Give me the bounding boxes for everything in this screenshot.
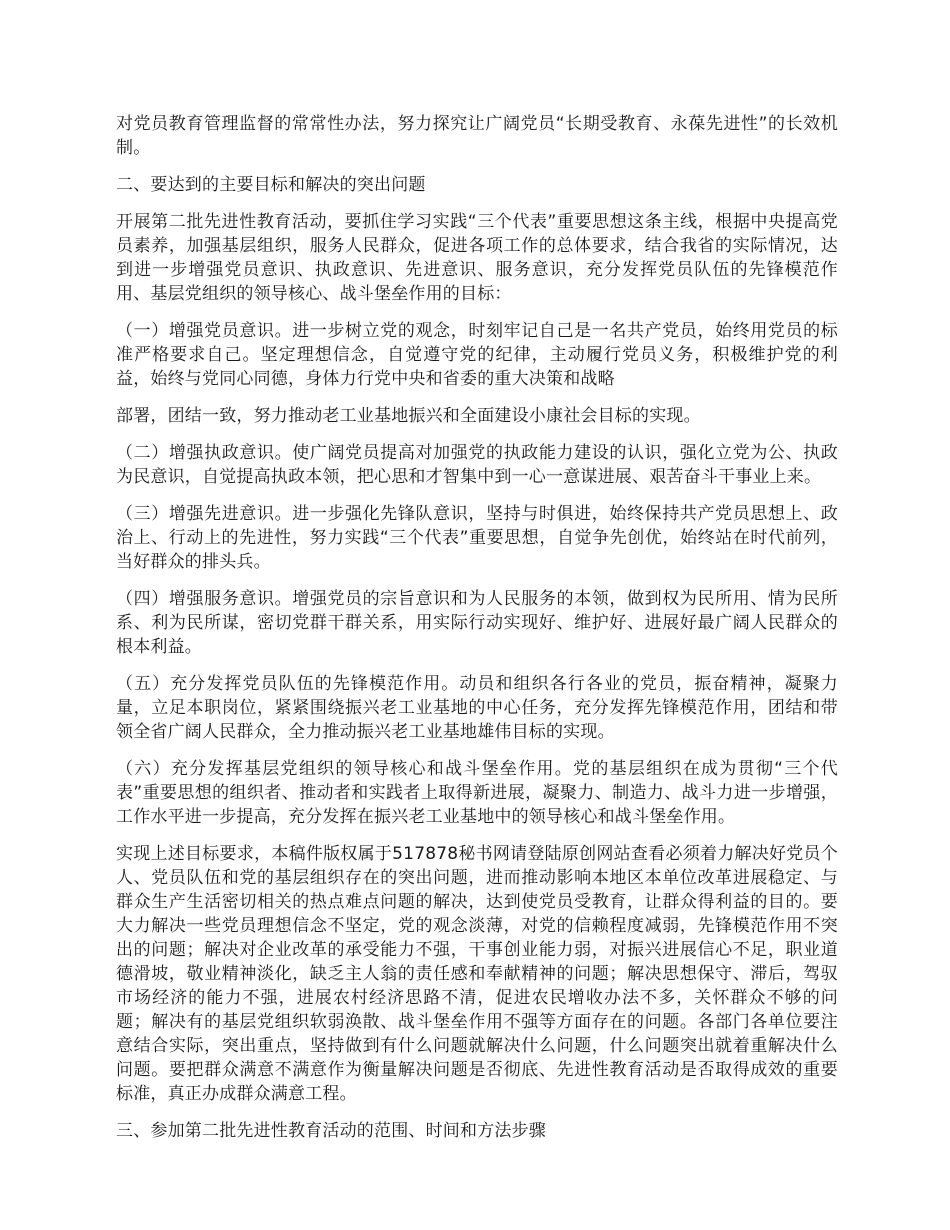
paragraph-item-6: （六）充分发挥基层党组织的领导核心和战斗堡垒作用。党的基层组织在成为贯彻“三个代表”重要思想的组织者、推动者和实践者上取得新进展，凝聚力、制造力、战斗力进一步增强，工作水平进一步提高，充分发挥在振兴老工业基地中的领导核心和战斗堡垒作用。 xyxy=(116,759,838,827)
section-heading-3: 三、参加第二批先进性教育活动的范围、时间和方法步骤 xyxy=(116,1121,546,1141)
paragraph-item-1-continued: 部署，团结一致，努力推动老工业基地振兴和全面建设小康社会目标的实现。 xyxy=(116,406,701,426)
paragraph-section-2-intro: 开展第二批先进性教育活动，要抓住学习实践“三个代表”重要思想这条主线，根据中央提高党员素养，加强基层组织，服务人民群众，促进各项工作的总体要求，结合我省的实际情况，达到进一步增强党员意识、执政意识、先进意识、服务意识，充分发挥党员队伍的先锋模范作用、基层党组织的领导核心、战斗堡垒作用的目标： xyxy=(116,212,838,304)
paragraph-item-3: （三）增强先进意识。进一步强化先锋队意识，坚持与时俱进，始终保持共产党员思想上、政治上、行动上的先进性，努力实践“三个代表”重要思想，自觉争先创优，始终站在时代前列，当好群众的排头兵。 xyxy=(116,504,838,572)
document-body xyxy=(116,112,838,1156)
paragraph-item-5: （五）充分发挥党员队伍的先锋模范作用。动员和组织各行各业的党员，振奋精神，凝聚力量，立足本职岗位，紧紧围绕振兴老工业基地的中心任务，充分发挥先锋模范作用，团结和带领全省广阔人民群众，全力推动振兴老工业基地雄伟目标的实现。 xyxy=(116,674,838,742)
paragraph-intro-continuation: 对党员教育管理监督的常常性办法，努力探究让广阔党员“长期受教育、永葆先进性”的长效机制。 xyxy=(116,114,838,158)
paragraph-item-4: （四）增强服务意识。增强党员的宗旨意识和为人民服务的本领，做到权为民所用、情为民所系、利为民所谋，密切党群干群关系，用实际行动实现好、维护好、进展好最广阔人民群众的根本利益。 xyxy=(116,589,838,657)
paragraph-item-1: （一）增强党员意识。进一步树立党的观念，时刻牢记自己是一名共产党员，始终用党员的标准严格要求自己。坚定理想信念，自觉遵守党的纪律，主动履行党员义务，积极维护党的利益，始终与党同心同德，身体力行党中央和省委的重大决策和战略 xyxy=(116,321,838,389)
paragraph-item-2: （二）增强执政意识。使广阔党员提高对加强党的执政能力建设的认识，强化立党为公、执政为民意识，自觉提高执政本领，把心思和才智集中到一心一意谋进展、艰苦奋斗干事业上来。 xyxy=(116,443,838,487)
paragraph-goals-summary: 实现上述目标要求，本稿件版权属于517878秘书网请登陆原创网站查看必须着力解决好党员个人、党员队伍和党的基层组织存在的突出问题，进而推动影响本地区本单位改革进展稳定、与群众生产生活密切相关的热点难点问题的解决，达到使党员受教育，让群众得利益的目的。要大力解决一些党员理想信念不坚定，党的观念淡薄，对党的信赖程度减弱，先锋模范作用不突出的问题；解决对企业改革的承受能力不强，干事创业能力弱，对振兴进展信心不足，职业道德滑坡，敬业精神淡化，缺乏主人翁的责任感和奉献精神的问题；解决思想保守、滞后，驾驭市场经济的能力不强，进展农村经济思路不清，促进农民增收办法不多，关怀群众不够的问题；解决有的基层党组织软弱涣散、战斗堡垒作用不强等方面存在的问题。各部门各单位要注意结合实际，突出重点，坚持做到有什么问题就解决什么问题，什么问题突出就着重解决什么问题。要把群众满意不满意作为衡量解决问题是否彻底、先进性教育活动是否取得成效的重要标准，真正办成群众满意工程。 xyxy=(116,844,838,1104)
section-heading-2: 二、要达到的主要目标和解决的突出问题 xyxy=(116,175,426,195)
